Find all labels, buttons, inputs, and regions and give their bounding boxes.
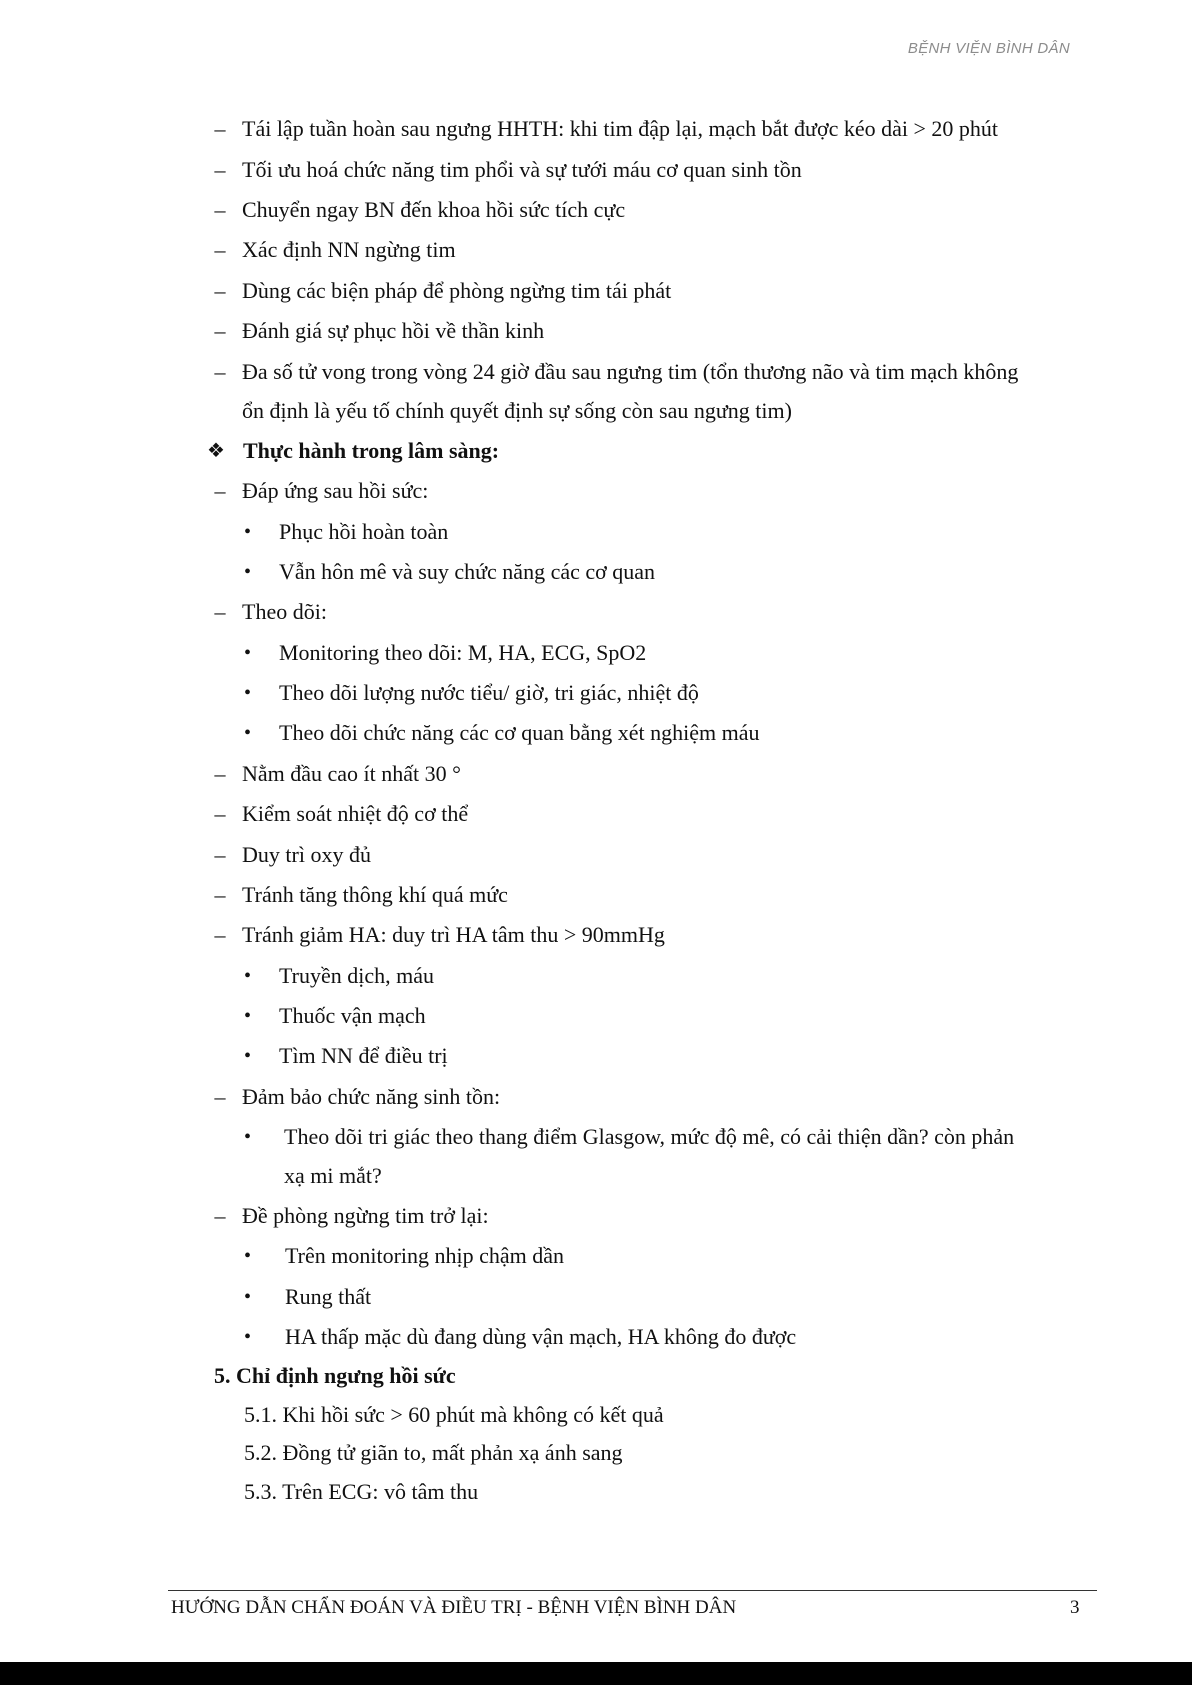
dash-marker: – [214, 237, 226, 262]
dash-marker: – [214, 801, 226, 826]
list-item: Tránh tăng thông khí quá mức [242, 882, 508, 907]
bullet-marker: • [244, 1245, 252, 1267]
numbered-item: 5.3. Trên ECG: vô tâm thu [244, 1479, 479, 1504]
bullet-marker: • [244, 1126, 252, 1148]
dash-marker: – [214, 882, 226, 907]
list-item: Đa số tử vong trong vòng 24 giờ đầu sau ngưng tim (tổn thương não và tim mạch không [242, 359, 1019, 384]
bullet-marker: • [244, 1286, 252, 1308]
bullet-marker: • [244, 1005, 252, 1027]
sub-list-item: Vẫn hôn mê và suy chức năng các cơ quan [279, 559, 656, 584]
diamond-bullet-icon: ❖ [207, 440, 225, 462]
dash-marker: – [214, 157, 226, 182]
sub-list-item-continuation: xạ mi mắt? [284, 1163, 382, 1188]
numbered-item: 5.1. Khi hồi sức > 60 phút mà không có kết quả [244, 1402, 664, 1427]
list-item: Theo dõi: [242, 599, 327, 624]
list-item: Tối ưu hoá chức năng tim phổi và sự tưới máu cơ quan sinh tồn [242, 157, 802, 182]
section-heading: Thực hành trong lâm sàng: [243, 438, 500, 463]
bullet-marker: • [244, 561, 252, 583]
sub-list-item: Thuốc vận mạch [279, 1003, 426, 1028]
dash-marker: – [214, 1084, 226, 1109]
sub-list-item: Rung thất [285, 1284, 372, 1309]
dash-marker: – [214, 359, 226, 384]
dash-marker: – [214, 599, 226, 624]
dash-marker: – [214, 922, 226, 947]
list-item: Tránh giảm HA: duy trì HA tâm thu > 90mmHg [242, 922, 665, 947]
bullet-marker: • [244, 1326, 252, 1348]
page-bottom-edge [0, 1662, 1192, 1685]
running-footer: HƯỚNG DẪN CHẨN ĐOÁN VÀ ĐIỀU TRỊ - BỆNH VIỆN BÌNH DÂN [171, 1597, 737, 1618]
dash-marker: – [214, 842, 226, 867]
dash-marker: – [214, 761, 226, 786]
footer-divider [168, 1590, 1097, 1591]
dash-marker: – [214, 197, 226, 222]
numbered-item: 5.2. Đồng tử giãn to, mất phản xạ ánh sang [244, 1440, 623, 1465]
bullet-marker: • [244, 682, 252, 704]
dash-marker: – [214, 1203, 226, 1228]
sub-list-item: Phục hồi hoàn toàn [279, 519, 449, 544]
sub-list-item: Tìm NN để điều trị [279, 1043, 448, 1068]
list-item: Tái lập tuần hoàn sau ngưng HHTH: khi tim đập lại, mạch bắt được kéo dài > 20 phút [242, 116, 999, 141]
sub-list-item: Monitoring theo dõi: M, HA, ECG, SpO2 [279, 640, 647, 665]
bullet-marker: • [244, 722, 252, 744]
bullet-marker: • [244, 521, 252, 543]
list-item: Xác định NN ngừng tim [242, 237, 456, 262]
sub-list-item: HA thấp mặc dù đang dùng vận mạch, HA không đo được [285, 1324, 797, 1349]
bullet-marker: • [244, 642, 252, 664]
dash-marker: – [214, 318, 226, 343]
running-header: BỆNH VIỆN BÌNH DÂN [907, 40, 1070, 57]
page-number: 3 [1070, 1597, 1080, 1618]
sub-list-item: Truyền dịch, máu [279, 963, 435, 988]
list-item: Nằm đầu cao ít nhất 30 ° [242, 761, 461, 786]
list-item: Đảm bảo chức năng sinh tồn: [242, 1084, 501, 1109]
sub-list-item: Theo dõi tri giác theo thang điểm Glasgow, mức độ mê, có cải thiện dần? còn phản [284, 1124, 1015, 1149]
list-item: Chuyển ngay BN đến khoa hồi sức tích cực [242, 197, 626, 222]
sub-list-item: Theo dõi chức năng các cơ quan bằng xét nghiệm máu [279, 720, 760, 745]
list-item: Đánh giá sự phục hồi về thần kinh [242, 318, 545, 343]
list-item: Dùng các biện pháp để phòng ngừng tim tái phát [242, 278, 672, 303]
list-item: Đề phòng ngừng tim trở lại: [242, 1203, 489, 1228]
section-heading: 5. Chỉ định ngưng hồi sức [214, 1363, 456, 1388]
list-item: Kiểm soát nhiệt độ cơ thể [242, 801, 469, 826]
list-item: Duy trì oxy đủ [242, 842, 371, 867]
bullet-marker: • [244, 965, 252, 987]
list-item: Đáp ứng sau hồi sức: [242, 478, 429, 503]
list-item-continuation: ổn định là yếu tố chính quyết định sự sống còn sau ngưng tim) [242, 398, 792, 423]
dash-marker: – [214, 478, 226, 503]
bullet-marker: • [244, 1045, 252, 1067]
sub-list-item: Theo dõi lượng nước tiểu/ giờ, tri giác, nhiệt độ [279, 680, 699, 705]
dash-marker: – [214, 116, 226, 141]
dash-marker: – [214, 278, 226, 303]
sub-list-item: Trên monitoring nhịp chậm dần [285, 1243, 565, 1268]
